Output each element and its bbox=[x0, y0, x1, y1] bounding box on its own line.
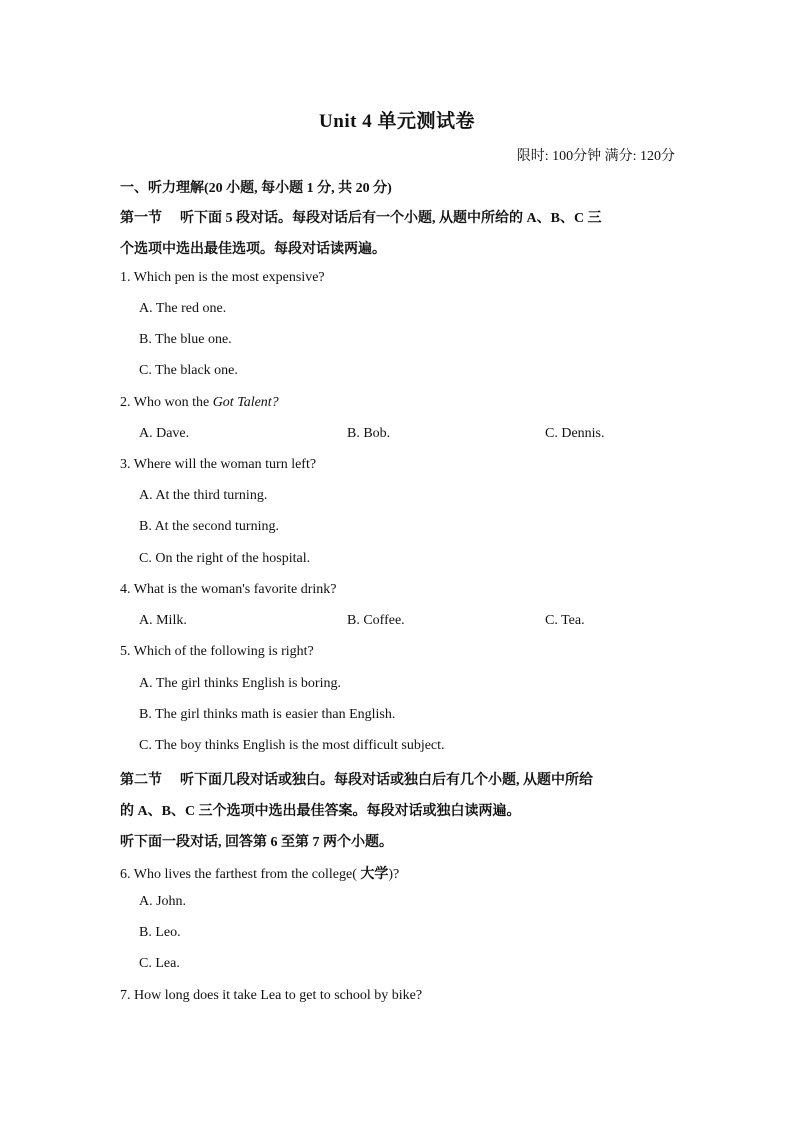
part1-instruction-line2: 个选项中选出最佳选项。每段对话读两遍。 bbox=[120, 242, 386, 257]
question-5-option-b: B. The girl thinks math is easier than English. bbox=[139, 707, 396, 722]
question-2-stem bbox=[120, 395, 279, 411]
question-3-option-b: B. At the second turning. bbox=[139, 519, 279, 534]
part1-text: 听下面 5 段对话。每段对话后有一个小题, 从题中所给的 A、B、C 三 bbox=[180, 211, 602, 226]
time-score-info: 限时: 100分钟 满分: 120分 bbox=[516, 149, 675, 164]
question-6-stem-chinese: 大学 bbox=[356, 867, 389, 882]
part2-instruction-line2: 的 A、B、C 三个选项中选出最佳答案。每段对话或独白读两遍。 bbox=[120, 804, 521, 819]
question-3-option-c: C. On the right of the hospital. bbox=[139, 551, 311, 566]
question-6-option-a: A. John. bbox=[139, 894, 187, 909]
question-4-stem: 4. What is the woman's favorite drink? bbox=[120, 582, 337, 597]
question-3-option-a: A. At the third turning. bbox=[139, 488, 268, 503]
question-5-option-a: A. The girl thinks English is boring. bbox=[139, 676, 341, 691]
question-6-stem bbox=[120, 863, 399, 883]
question-5-option-c: C. The boy thinks English is the most difficult subject. bbox=[139, 738, 445, 753]
question-1-stem: 1. Which pen is the most expensive? bbox=[120, 270, 325, 285]
question-4-option-c: C. Tea. bbox=[545, 613, 585, 628]
question-3-stem: 3. Where will the woman turn left? bbox=[120, 457, 317, 472]
dialog-intro: 听下面一段对话, 回答第 6 至第 7 两个小题。 bbox=[120, 835, 393, 850]
question-2-option-a: A. Dave. bbox=[139, 426, 190, 441]
question-6-stem-end: )? bbox=[388, 867, 400, 882]
question-6-option-c: C. Lea. bbox=[139, 956, 180, 971]
question-7-stem: 7. How long does it take Lea to get to school by bike? bbox=[120, 988, 423, 1003]
page-title: Unit 4 单元测试卷 bbox=[319, 111, 475, 132]
part1-instruction-line1 bbox=[120, 207, 602, 227]
question-5-stem: 5. Which of the following is right? bbox=[120, 644, 314, 659]
question-2-stem-text: 2. Who won the bbox=[120, 395, 213, 410]
part2-instruction-line1 bbox=[120, 769, 593, 789]
question-1-option-b: B. The blue one. bbox=[139, 332, 232, 347]
part1-label: 第一节 bbox=[120, 211, 162, 226]
question-2-option-c: C. Dennis. bbox=[545, 426, 605, 441]
question-4-option-a: A. Milk. bbox=[139, 613, 187, 628]
part2-label: 第二节 bbox=[120, 773, 162, 788]
question-6-stem-text: 6. Who lives the farthest from the college( bbox=[120, 867, 357, 882]
section-heading: 一、听力理解(20 小题, 每小题 1 分, 共 20 分) bbox=[120, 181, 392, 196]
part2-text: 听下面几段对话或独白。每段对话或独白后有几个小题, 从题中所给 bbox=[180, 773, 593, 788]
question-1-option-a: A. The red one. bbox=[139, 301, 227, 316]
question-2-stem-italic: Got Talent? bbox=[212, 395, 279, 410]
question-2-option-b: B. Bob. bbox=[347, 426, 391, 441]
question-1-option-c: C. The black one. bbox=[139, 363, 238, 378]
question-4-option-b: B. Coffee. bbox=[347, 613, 405, 628]
question-6-option-b: B. Leo. bbox=[139, 925, 181, 940]
